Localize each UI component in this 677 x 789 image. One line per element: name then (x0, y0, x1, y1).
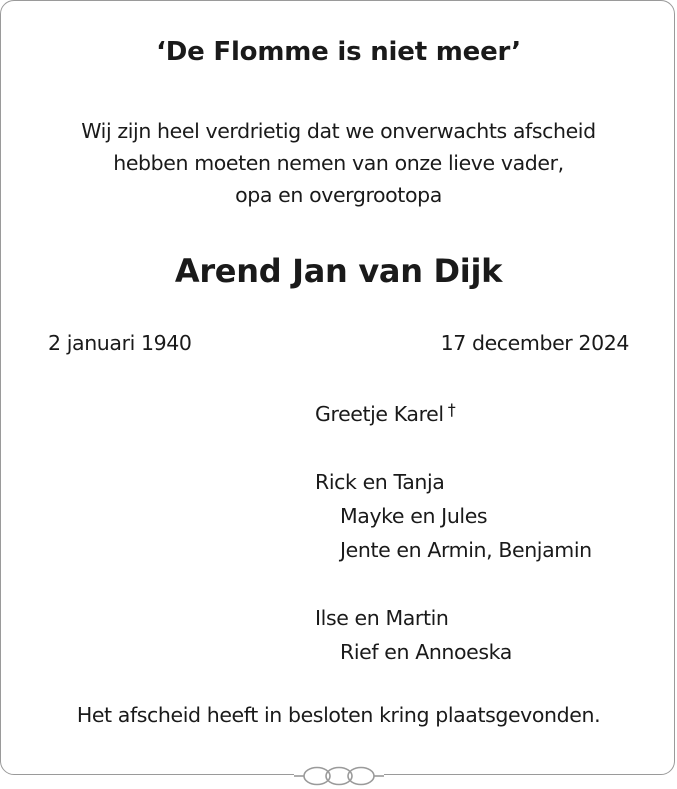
child-couple: Rick en Tanja (315, 470, 445, 494)
grandchild-line: Mayke en Jules (340, 504, 488, 528)
intro-line: Wij zijn heel verdrietig dat we onverwachts afscheid (81, 119, 596, 143)
intro-line: opa en overgrootopa (235, 183, 442, 207)
intro-line: hebben moeten nemen van onze lieve vader, (113, 151, 564, 175)
deceased-cross-icon: † (447, 400, 456, 419)
death-date: 17 december 2024 (440, 331, 629, 355)
birth-date: 2 januari 1940 (48, 331, 192, 355)
family-list (315, 397, 592, 669)
child-couple: Ilse en Martin (315, 606, 449, 630)
closing-text: Het afscheid heeft in besloten kring plaatsgevonden. (76, 703, 601, 727)
grandchild-line: Rief en Annoeska (340, 640, 512, 664)
knot-ornament-icon (294, 763, 384, 789)
partner-name: Greetje Karel (315, 402, 444, 426)
intro-text (0, 115, 677, 211)
grandchild-line: Jente en Armin, Benjamin (340, 538, 592, 562)
deceased-name: Arend Jan van Dijk (174, 252, 503, 290)
partner-line (315, 397, 592, 431)
notice-title: ‘De Flomme is niet meer’ (156, 37, 521, 67)
